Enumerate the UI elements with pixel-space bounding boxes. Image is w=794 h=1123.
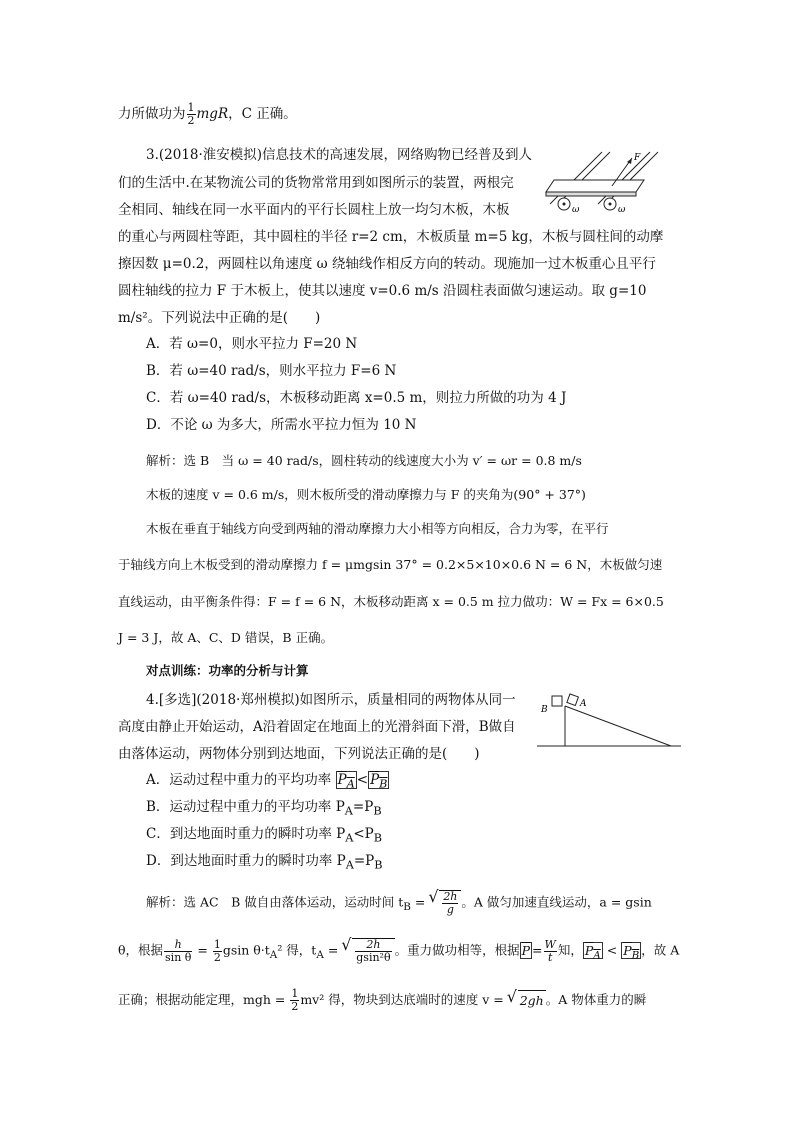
fraction-den: t (547, 950, 553, 964)
fraction-num: W (544, 937, 556, 951)
fraction (544, 939, 557, 964)
symbol: P (337, 772, 347, 788)
q3-rollers-figure (540, 142, 660, 222)
text: < (602, 942, 622, 958)
q4-line-3: 由落体运动，两物体分别到达地面，下列说法正确的是( ) (118, 746, 480, 762)
q4-option-c (146, 824, 382, 849)
q3-option-a: A．若 ω=0，则水平拉力 F=20 N (146, 336, 358, 352)
q4-analysis-1 (146, 890, 652, 917)
symbol: P (623, 942, 632, 958)
sqrt (439, 890, 461, 916)
q3-line-1: 3.(2018·淮安模拟)信息技术的高速发展，网络购物已经普及到人 (146, 147, 533, 163)
fraction (355, 939, 391, 964)
text: < (356, 772, 369, 788)
symbol: P (370, 772, 380, 788)
force-label: F (634, 153, 641, 163)
sqrt (352, 938, 394, 964)
q3-analysis-3: 木板在垂直于轴线方向受到两轴的滑动摩擦力大小相等方向相反，合力为零，在平行 (146, 521, 609, 536)
text: 力所做功为 (118, 106, 186, 122)
subscript: A (593, 949, 601, 961)
text: 正确；根据动能定理，mgh = (118, 992, 290, 1007)
subscript: B (374, 858, 383, 872)
text: = (193, 942, 212, 958)
text: 。A 做匀加速直线运动，a = gsin (461, 894, 652, 910)
avg-power-b (368, 771, 389, 789)
fraction-num: 1 (187, 101, 195, 114)
fraction (442, 891, 458, 916)
subscript: A (346, 777, 355, 791)
q4-analysis-3 (118, 988, 646, 1013)
subscript: B (373, 831, 383, 845)
text: mv² 得，物块到达底端时的速度 v = (300, 992, 508, 1007)
subscript: A (344, 804, 353, 818)
q3-option-b: B．若 ω=40 rad/s，则水平拉力 F=6 N (146, 363, 397, 379)
q3-option-c: C．若 ω=40 rad/s，木板移动距离 x=0.5 m，则拉力所做的功为 4 J (146, 390, 567, 406)
q3-line-3: 全相同、轴线在同一水平面内的平行长圆柱上放一均匀木板，木板 (118, 202, 510, 218)
fraction-den: g (446, 903, 454, 916)
text: = (532, 942, 543, 958)
fraction-num: √ 2h (443, 890, 458, 903)
q3-option-d: D．不论 ω 为多大，所需水平拉力恒为 10 N (146, 417, 417, 433)
text: = (410, 894, 430, 910)
fraction-num: √ 2h (355, 939, 391, 952)
fraction (213, 939, 222, 964)
q3-line-2: 们的生活中.在某物流公司的货物常常用到如图所示的装置，两根完 (118, 175, 514, 191)
text: B．运动过程中重力的平均功率 P (146, 799, 345, 815)
text: <P (353, 826, 374, 842)
q4-line-1: 4.[多选](2018·郑州模拟)如图所示，质量相同的两物体从同一 (146, 692, 516, 708)
q3-analysis-1: 解析：选 B 当 ω = 40 rad/s，圆柱转动的线速度大小为 v′ = ωr = 0.8 m/s (146, 453, 582, 468)
q4-option-b (146, 797, 382, 822)
fraction (164, 939, 192, 964)
fraction-den: 2 (187, 114, 195, 127)
q3-line-4: 的重心与两圆柱等距，其中圆柱的半径 r=2 cm，木板质量 m=5 kg，木板与圆柱间的动摩 (118, 229, 664, 245)
fraction (290, 988, 299, 1013)
continued-line (118, 102, 297, 127)
avg-power-a (336, 771, 357, 789)
fraction-num: h (164, 939, 192, 952)
text: =P (352, 799, 374, 815)
q4-incline-figure (535, 690, 685, 752)
text: D．到达地面时重力的瞬时功率 P (146, 853, 346, 869)
q4-line-2: 高度由静止开始运动，A沿着固定在地面上的光滑斜面下滑，B做自 (118, 719, 516, 735)
fraction-num: 1 (213, 937, 221, 951)
text: C．到达地面时重力的瞬时功率 P (146, 826, 346, 842)
subscript: A (269, 949, 278, 961)
text: A．运动过程中重力的平均功率 (146, 772, 336, 788)
omega-label: ω (618, 205, 626, 215)
fraction-num: 1 (291, 987, 299, 1000)
subscript: B (373, 804, 382, 818)
subscript: B (631, 949, 640, 961)
fraction-den: sin θ (165, 950, 192, 964)
symbol: P (584, 942, 594, 958)
q3-analysis-6: J = 3 J，故 A、C、D 错误，B 正确。 (118, 630, 334, 645)
text: 解析：选 AC B 做自由落体运动，运动时间 t (146, 894, 404, 910)
avg-power-b (621, 942, 641, 959)
text: 知， (557, 942, 583, 958)
block-b-label: B (541, 705, 548, 715)
q4-option-d (146, 851, 383, 876)
subscript: A (345, 831, 354, 845)
fraction (187, 102, 196, 127)
subscript: A (316, 949, 324, 961)
text: =P (353, 853, 375, 869)
subscript: A (345, 858, 354, 872)
text: 。重力做功相等，根据 (394, 942, 520, 958)
fraction-den: gsin²θ (356, 951, 391, 964)
omega-label: ω (572, 205, 580, 215)
subscript: B (379, 777, 388, 791)
formula: mgR (196, 106, 229, 122)
fraction-den: 2 (291, 1000, 299, 1013)
q3-analysis-4: 于轴线方向上木板受到的滑动摩擦力 f = μmgsin 37° = 0.2×5×10×0.6 N = 6 N，木板做匀速 (118, 557, 663, 572)
text: gsin θ·t (222, 942, 270, 958)
q4-analysis-2 (118, 938, 679, 965)
q3-line-7: m/s²。下列说法中正确的是( ) (118, 310, 321, 326)
subscript: B (403, 901, 411, 913)
q3-line-5: 擦因数 μ=0.2，两圆柱以角速度 ω 绕轴线作相反方向的转动。现施加一过木板重心且平行 (118, 256, 656, 272)
avg-power-symbol: $\overline{P}$ (521, 942, 531, 958)
text: 。A 物体重力的瞬 (545, 992, 647, 1007)
text: θ，根据 (118, 942, 164, 958)
text: ² 得，t (277, 942, 317, 958)
q3-line-6: 圆柱轴线的拉力 F 于木板上，使其以速度 v=0.6 m/s 沿圆柱表面做匀速运动。取 g=10 (118, 283, 647, 299)
block-a-label: A (580, 699, 587, 709)
q4-option-a (146, 770, 389, 795)
avg-power-a (583, 942, 603, 959)
fraction-den: 2 (213, 950, 221, 964)
section-heading: 对点训练：功率的分析与计算 (146, 663, 309, 678)
text: ，故 A (641, 942, 680, 958)
q3-analysis-2: 木板的速度 v = 0.6 m/s，则木板所受的滑动摩擦力与 F 的夹角为(90° + 37°) (146, 487, 586, 502)
sqrt: √ 2gh (518, 990, 546, 1011)
text: = (323, 942, 343, 958)
q3-analysis-5: 直线运动，由平衡条件得：F = f = 6 N，木板移动距离 x = 0.5 m 拉力做功：W = Fx = 6×0.5 (118, 594, 664, 609)
text: ，C 正确。 (228, 106, 297, 122)
